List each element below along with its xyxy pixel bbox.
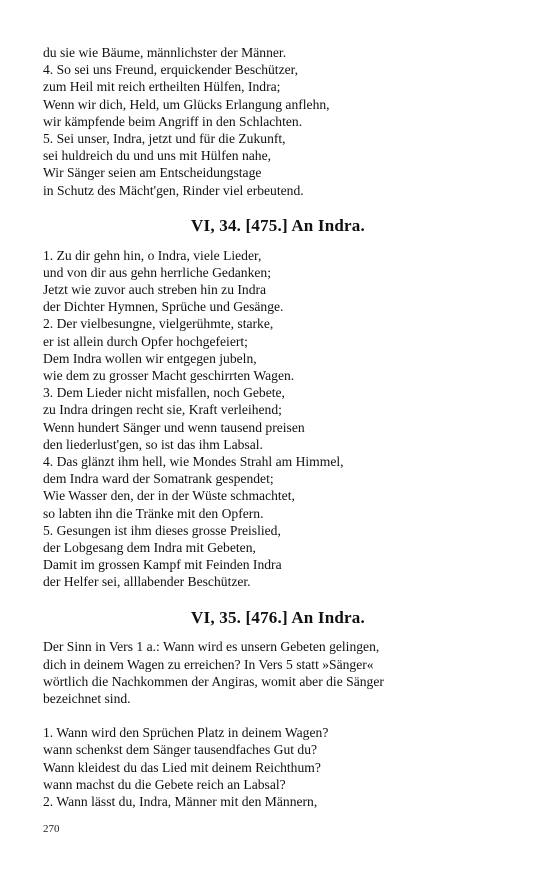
hymn-34-heading: VI, 34. [475.] An Indra.	[191, 215, 365, 235]
note-line: wörtlich die Nachkommen der Angiras, womit aber die Sänger	[43, 673, 384, 689]
verse-line: sei huldreich du und uns mit Hülfen nahe,	[43, 148, 272, 164]
verse-line: wie dem zu grosser Macht geschirrten Wagen.	[43, 368, 295, 383]
verse-line: wann schenkst dem Sänger tausendfaches Gut du?	[43, 742, 318, 758]
verse-line: Wenn hundert Sänger und wenn tausend preisen	[43, 419, 305, 435]
verse-line: Damit im grossen Kampf mit Feinden Indra	[43, 557, 282, 573]
verse-line: er ist allein durch Opfer hochgefeiert;	[43, 333, 248, 349]
verse-line: den liederlust'gen, so ist das ihm Labsal.	[43, 436, 263, 452]
hymn-35-heading: VI, 35. [476.] An Indra.	[191, 608, 365, 628]
verse-line: Wir Sänger seien am Entscheidungstage	[43, 165, 262, 181]
paragraph-gap	[43, 707, 513, 724]
verse-line: 4. So sei uns Freund, erquickender Beschützer,	[43, 62, 299, 78]
verse-line: wir kämpfende beim Angriff in den Schlachten.	[43, 113, 303, 129]
verse-line: Wie Wasser den, der in der Wüste schmachtet,	[43, 488, 295, 504]
hymn-35-verses	[43, 724, 513, 810]
verse-line: 1. Wann wird den Sprüchen Platz in deinem Wagen?	[43, 725, 329, 741]
verse-line: 5. Gesungen ist ihm dieses grosse Preislied,	[43, 522, 281, 538]
note-line: Der Sinn in Vers 1 a.: Wann wird es unsern Gebeten gelingen,	[43, 639, 380, 655]
note-line: bezeichnet sind.	[43, 691, 131, 706]
verse-line: dem Indra ward der Somatrank gespendet;	[43, 471, 274, 487]
verse-line: zu Indra dringen recht sie, Kraft verleihend;	[43, 402, 282, 418]
verse-line: der Helfer sei, alllabender Beschützer.	[43, 574, 251, 590]
verse-line: 5. Sei unser, Indra, jetzt und für die Zukunft,	[43, 130, 286, 146]
verse-line: Wann kleidest du das Lied mit deinem Reichthum?	[43, 759, 321, 775]
top-verses	[43, 44, 513, 199]
page-body	[43, 44, 513, 810]
verse-line: du sie wie Bäume, männlichster der Männer.	[43, 45, 287, 60]
verse-line: Wenn wir dich, Held, um Glücks Erlangung anflehn,	[43, 96, 330, 112]
verse-line: Dem Indra wollen wir entgegen jubeln,	[43, 350, 257, 366]
verse-line: Jetzt wie zuvor auch streben hin zu Indra	[43, 282, 267, 298]
verse-line: wann machst du die Gebete reich an Labsal?	[43, 776, 286, 792]
verse-line: 4. Das glänzt ihm hell, wie Mondes Strahl am Himmel,	[43, 453, 344, 469]
verse-line: in Schutz des Mächt'gen, Rinder viel erbeutend.	[43, 182, 304, 198]
verse-line: zum Heil mit reich ertheilten Hülfen, Indra;	[43, 79, 281, 95]
verse-line: 2. Der vielbesungne, vielgerühmte, starke,	[43, 316, 274, 332]
verse-line: der Lobgesang dem Indra mit Gebeten,	[43, 539, 256, 555]
note-line: dich in deinem Wagen zu erreichen? In Vers 5 statt »Sänger«	[43, 656, 374, 672]
verse-line: 1. Zu dir gehn hin, o Indra, viele Lieder,	[43, 247, 262, 263]
verse-line: 3. Dem Lieder nicht misfallen, noch Gebete,	[43, 385, 285, 401]
verse-line: so labten ihn die Tränke mit den Opfern.	[43, 505, 264, 521]
hymn-34-verses	[43, 247, 513, 591]
page-number: 270	[43, 823, 60, 835]
verse-line: der Dichter Hymnen, Sprüche und Gesänge.	[43, 299, 284, 315]
verse-line: und von dir aus gehn herrliche Gedanken;	[43, 264, 272, 280]
verse-line: 2. Wann lässt du, Indra, Männer mit den Männern,	[43, 793, 318, 809]
hymn-35-note	[43, 638, 501, 707]
